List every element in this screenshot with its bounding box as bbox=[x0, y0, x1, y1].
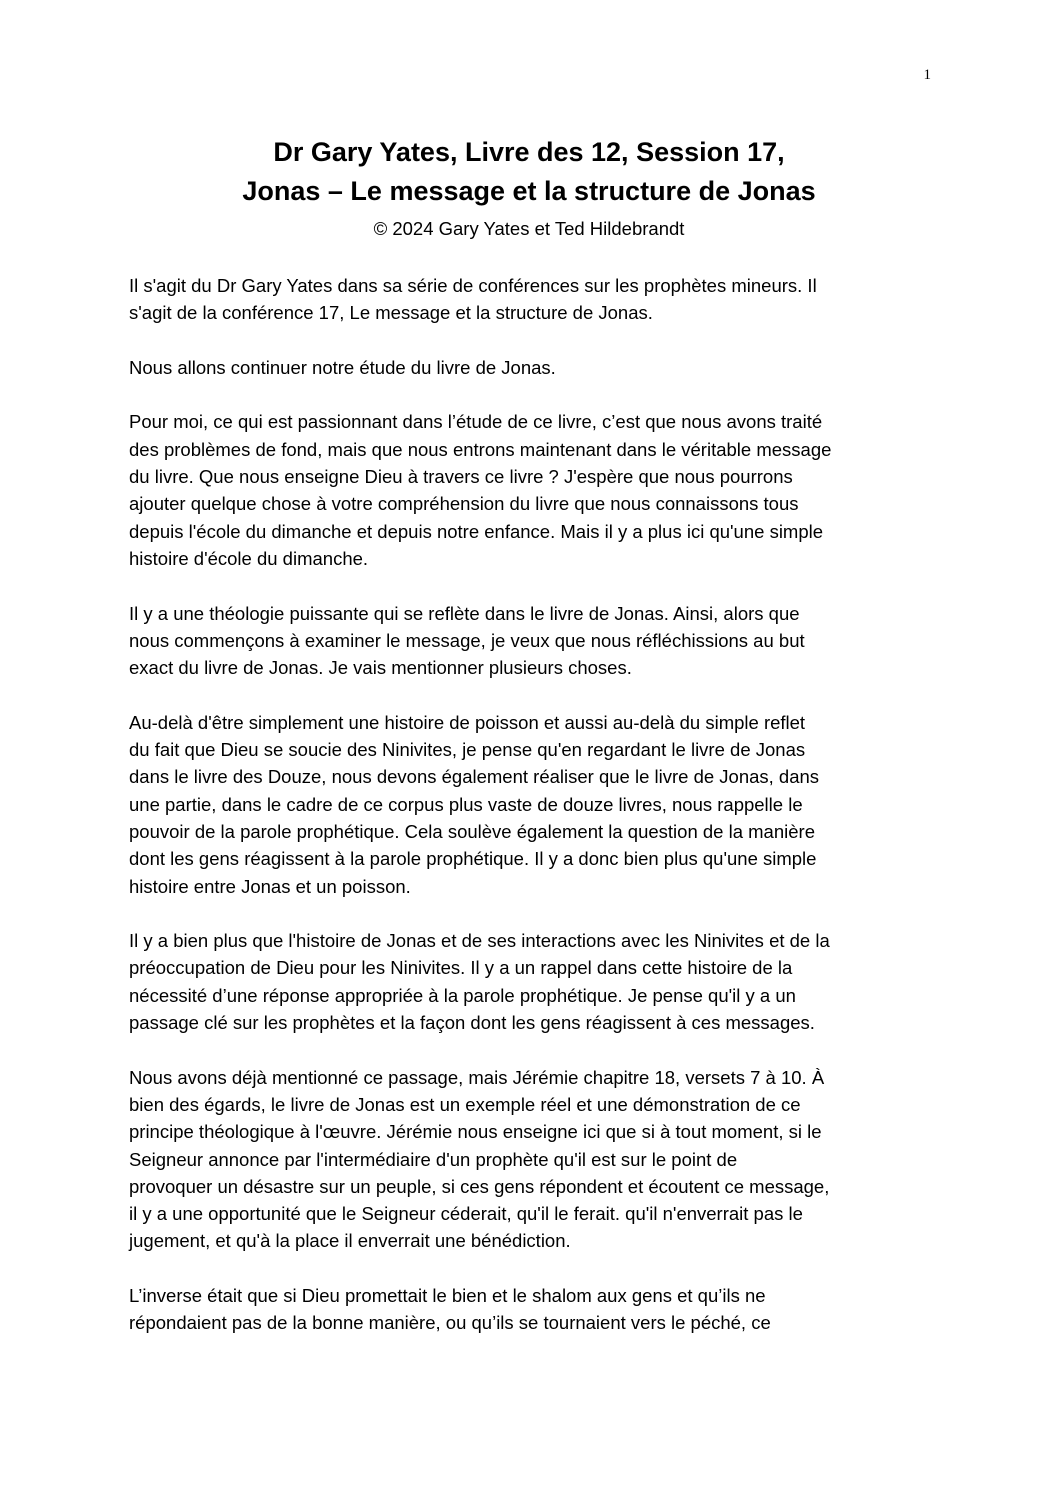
text-line: Au-delà d'être simplement une histoire de poisson et aussi au-delà du simple reflet bbox=[129, 711, 806, 733]
text-line: du fait que Dieu se soucie des Ninivites, je pense qu'en regardant le livre de Jonas bbox=[129, 739, 806, 761]
text-line: des problèmes de fond, mais que nous entrons maintenant dans le véritable message bbox=[129, 438, 832, 460]
text-line: il y a une opportunité que le Seigneur céderait, qu'il le ferait. qu'il n'enverrait pas le bbox=[129, 1203, 803, 1225]
text-line: bien des égards, le livre de Jonas est un exemple réel et une démonstration de ce bbox=[129, 1093, 801, 1115]
text-line: dont les gens réagissent à la parole prophétique. Il y a donc bien plus qu'une simple bbox=[129, 848, 817, 870]
text-line: Il s'agit du Dr Gary Yates dans sa série de conférences sur les prophètes mineurs. Il bbox=[129, 275, 817, 296]
copyright-notice: © 2024 Gary Yates et Ted Hildebrandt bbox=[373, 218, 685, 239]
paragraph bbox=[129, 354, 939, 381]
text-line: Nous avons déjà mentionné ce passage, mais Jérémie chapitre 18, versets 7 à 10. À bbox=[129, 1066, 825, 1088]
text-line: Seigneur annonce par l'intermédiaire d'un prophète qu'il est sur le point de bbox=[129, 1148, 738, 1170]
text-line: une partie, dans le cadre de ce corpus plus vaste de douze livres, nous rappelle le bbox=[129, 793, 803, 815]
text-line: provoquer un désastre sur un peuple, si ces gens répondent et écoutent ce message, bbox=[129, 1175, 830, 1197]
paragraph bbox=[129, 600, 939, 682]
text-line: répondaient pas de la bonne manière, ou qu’ils se tournaient vers le péché, ce bbox=[129, 1312, 771, 1334]
text-line: histoire entre Jonas et un poisson. bbox=[129, 875, 411, 897]
text-line: préoccupation de Dieu pour les Ninivites. Il y a un rappel dans cette histoire de la bbox=[129, 957, 793, 979]
text-line: nous commençons à examiner le message, je veux que nous réfléchissions au but bbox=[129, 629, 805, 651]
text-line: du livre. Que nous enseigne Dieu à travers ce livre ? J'espère que nous pourrons bbox=[129, 466, 793, 488]
title-line-1: Dr Gary Yates, Livre des 12, Session 17, bbox=[273, 137, 785, 167]
paragraph bbox=[129, 1282, 939, 1337]
paragraph bbox=[129, 927, 939, 1036]
paragraph bbox=[129, 408, 939, 572]
text-line: Pour moi, ce qui est passionnant dans l’étude de ce livre, c’est que nous avons traité bbox=[129, 411, 823, 433]
text-line: principe théologique à l'œuvre. Jérémie nous enseigne ici que si à tout moment, si le bbox=[129, 1121, 822, 1143]
page-number: 1 bbox=[923, 67, 931, 83]
text-line: L’inverse était que si Dieu promettait le bien et le shalom aux gens et qu’ils ne bbox=[129, 1284, 766, 1306]
text-line: Il y a bien plus que l'histoire de Jonas et de ses interactions avec les Ninivites et de la bbox=[129, 930, 830, 952]
text-line: jugement, et qu'à la place il enverrait une bénédiction. bbox=[129, 1230, 571, 1252]
paragraph bbox=[129, 272, 939, 327]
text-line: nécessité d’une réponse appropriée à la parole prophétique. Je pense qu'il y a un bbox=[129, 984, 796, 1006]
text-line: pouvoir de la parole prophétique. Cela soulève également la question de la manière bbox=[129, 820, 815, 842]
text-line: ajouter quelque chose à votre compréhension du livre que nous connaissons tous bbox=[129, 493, 799, 515]
text-line: dans le livre des Douze, nous devons également réaliser que le livre de Jonas, dans bbox=[129, 766, 820, 788]
paragraph bbox=[129, 1064, 939, 1255]
text-line: passage clé sur les prophètes et la façon dont les gens réagissent à ces messages. bbox=[129, 1012, 815, 1034]
document-body bbox=[129, 272, 939, 1364]
text-line: depuis l'école du dimanche et depuis notre enfance. Mais il y a plus ici qu'une simple bbox=[129, 520, 824, 542]
text-line: histoire d'école du dimanche. bbox=[129, 547, 369, 569]
text-line: Nous allons continuer notre étude du livre de Jonas. bbox=[129, 356, 556, 378]
title-line-2: Jonas – Le message et la structure de Jonas bbox=[242, 176, 816, 206]
document-title bbox=[0, 133, 1058, 211]
text-line: Il y a une théologie puissante qui se reflète dans le livre de Jonas. Ainsi, alors que bbox=[129, 602, 800, 624]
paragraph bbox=[129, 709, 939, 900]
text-line: s'agit de la conférence 17, Le message et la structure de Jonas. bbox=[129, 302, 653, 324]
text-line: exact du livre de Jonas. Je vais mentionner plusieurs choses. bbox=[129, 657, 632, 679]
